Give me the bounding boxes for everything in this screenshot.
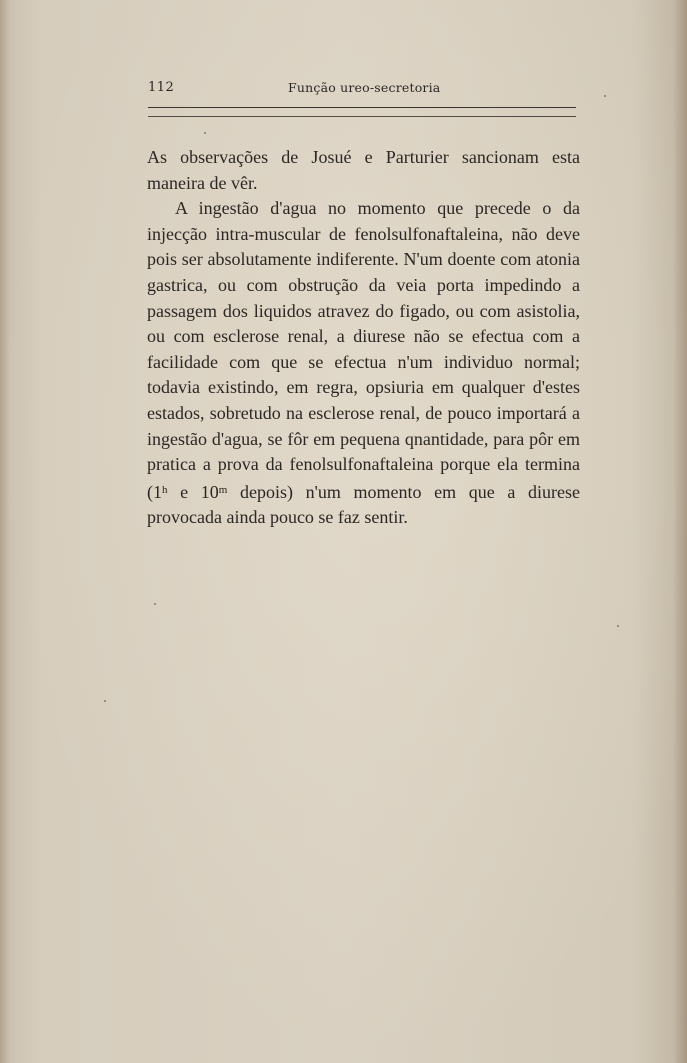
- paragraph-2-main: A ingestão d'agua no momento que precede o da injecção intra-muscular de fenolsulfonaftaleina, não deve pois ser absolutamente indiferente. N'um doente com atonia gastrica, ou com obstrução da veia porta impedindo a passagem dos liquidos atravez do figado, ou com asistolia, ou com esclerose renal, a diurese não se efectua com a facilidade com que se efectua n'um individuo normal; todavia existindo, em regra, opsiuria em qualquer d'estes estados, sobretudo na esclerose renal, de pouco importará a ingestão d'agua, se fôr em pequena qnantidade, para pôr em pratica a prova da fenolsulfonaftaleina porque ela termina (: [147, 198, 580, 502]
- running-head: [148, 80, 580, 100]
- paper-speck: [204, 132, 206, 134]
- minute-value: 10: [200, 481, 219, 502]
- connector: e: [167, 481, 201, 502]
- body-text: [147, 145, 580, 531]
- header-rule-top: [148, 107, 576, 108]
- page-number: 112: [148, 80, 175, 95]
- paper-speck: [154, 603, 156, 605]
- hour-value: 1: [153, 481, 162, 502]
- page-edge-shadow-right: [673, 0, 687, 1063]
- page-edge-shadow-left: [0, 0, 10, 1063]
- paper-speck: [104, 700, 106, 702]
- hour-unit: h: [162, 483, 168, 496]
- running-title: Função ureo-secretoria: [288, 80, 441, 95]
- paper-speck: [617, 625, 619, 627]
- paragraph-1: As observações de Josué e Parturier sancionam esta maneira de vêr.: [147, 147, 580, 193]
- paragraph-2: [147, 196, 580, 531]
- header-rule-bottom: [148, 116, 576, 117]
- minute-unit: m: [218, 483, 228, 496]
- paragraph-2-tail: depois) n'um momento em que a diurese provocada ainda pouco se faz sentir.: [147, 481, 580, 528]
- paper-speck: [604, 95, 606, 97]
